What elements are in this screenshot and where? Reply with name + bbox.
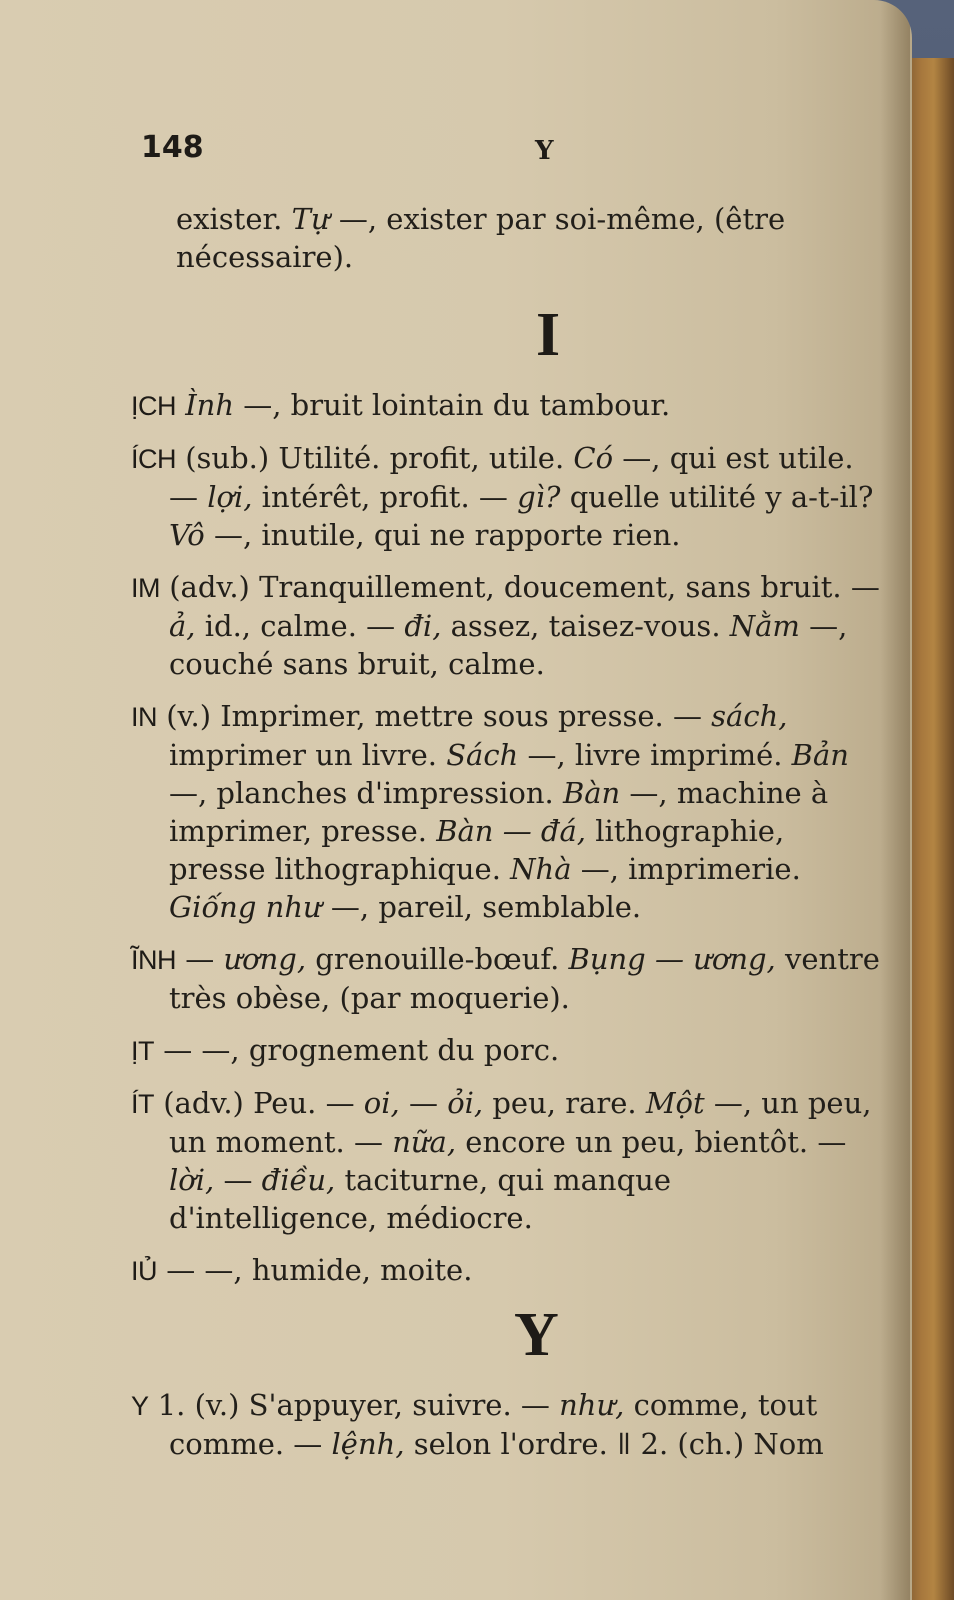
italic-term: Nằm	[729, 609, 800, 643]
headword: IỦ	[131, 1256, 157, 1286]
text-run: (adv.) Peu. —	[154, 1086, 364, 1120]
gutter-shadow	[880, 0, 910, 1600]
dictionary-entry	[131, 1386, 883, 1463]
text-run: — —, grognement du porc.	[154, 1033, 560, 1067]
text-run: —	[176, 942, 224, 976]
dictionary-entry	[131, 1031, 883, 1070]
text-run: (v.) Imprimer, mettre sous presse. —	[157, 699, 712, 733]
italic-term: Nhà	[510, 852, 572, 886]
headword: Y	[131, 1391, 149, 1421]
text-run: —, livre imprimé.	[518, 738, 792, 772]
text-run: id., calme. —	[195, 609, 405, 643]
page-header	[0, 130, 900, 170]
text-run: comme, tout comme. —	[169, 1388, 818, 1461]
italic-term: Vô	[169, 518, 205, 552]
italic-term: nữa,	[392, 1125, 457, 1159]
italic-term: Bản	[791, 738, 849, 772]
dictionary-entry	[131, 1084, 883, 1237]
italic-term: ả,	[169, 609, 196, 643]
headword: ÍCH	[131, 444, 176, 474]
text-run: —, planches d'impression.	[169, 776, 563, 810]
italic-term: Bàn — đá,	[436, 814, 586, 848]
italic-term: lời,	[169, 1163, 215, 1197]
text-run: selon l'ordre. ǁ 2. (ch.) Nom	[404, 1427, 824, 1461]
italic-term: điều,	[261, 1163, 336, 1197]
text-run: exister.	[176, 202, 292, 236]
dictionary-entry	[131, 439, 883, 554]
text-run: lithographie, presse lithographique.	[169, 814, 785, 886]
section-heading-i: I	[536, 301, 561, 369]
headword: IM	[131, 573, 160, 603]
page-number: 148	[141, 130, 204, 165]
headword: ÍT	[131, 1089, 154, 1119]
text-run: grenouille-bœuf.	[306, 942, 569, 976]
text-run: peu, rare.	[483, 1086, 646, 1120]
italic-term: lệnh,	[331, 1427, 405, 1461]
text-run: quelle utilité y a-t-il?	[560, 480, 874, 514]
italic-term: Giống như	[169, 890, 322, 924]
text-run: —, exister par soi-même, (être nécessaire).	[176, 202, 786, 274]
italic-term: oi,	[363, 1086, 400, 1120]
text-run: —	[214, 1163, 262, 1197]
text-run: (adv.) Tranquillement, doucement, sans bruit. —	[160, 570, 880, 604]
headword: ỊCH	[131, 391, 176, 421]
text-run: —, qui est utile. —	[169, 441, 854, 514]
text-run: assez, taisez-vous.	[441, 609, 730, 643]
italic-term: đi,	[404, 609, 442, 643]
dictionary-entry	[131, 1251, 883, 1290]
dictionary-entry	[131, 697, 883, 926]
continuation-paragraph	[176, 200, 881, 276]
text-run: ventre très obèse, (par moquerie).	[169, 942, 880, 1015]
entry-list-y	[131, 1386, 883, 1477]
dictionary-entry	[131, 568, 883, 683]
italic-term: Ình	[185, 388, 235, 422]
italic-term: ỏi,	[447, 1086, 484, 1120]
headword: ỊT	[131, 1036, 154, 1066]
text-run: (sub.) Utilité. profit, utile.	[176, 441, 574, 475]
headword: ĨNH	[131, 945, 176, 975]
text-run: —, pareil, semblable.	[321, 890, 642, 924]
text-run: 1. (v.) S'appuyer, suivre. —	[148, 1388, 560, 1422]
italic-term: Bụng — ương,	[568, 942, 776, 976]
italic-term: sách,	[711, 699, 788, 733]
dictionary-entry	[131, 386, 883, 425]
text-run: — —, humide, moite.	[157, 1253, 473, 1287]
text-run: —, inutile, qui ne rapporte rien.	[204, 518, 681, 552]
text-run: intérêt, profit. —	[252, 480, 518, 514]
italic-term: Tự	[291, 202, 330, 236]
text-run: —	[399, 1086, 448, 1120]
italic-term: Một	[645, 1086, 705, 1120]
text-run: —, machine à imprimer, presse.	[169, 776, 829, 848]
text-run: —, couché sans bruit, calme.	[169, 609, 848, 681]
running-head: Y	[535, 136, 554, 166]
italic-term: ương,	[223, 942, 307, 976]
text-run: imprimer un livre.	[169, 738, 447, 772]
italic-term: lợi,	[207, 480, 253, 514]
italic-term: gì?	[517, 480, 561, 514]
entry-list	[131, 386, 883, 1304]
italic-term: Sách	[446, 738, 519, 772]
italic-term: như,	[559, 1388, 625, 1422]
headword: IN	[131, 702, 157, 732]
text-run: encore un peu, bientôt. —	[456, 1125, 847, 1159]
text-run: —, un peu, un moment. —	[169, 1086, 872, 1159]
text-run: —, bruit lointain du tambour.	[234, 388, 671, 422]
italic-term: Có	[573, 441, 614, 475]
text-run: —, imprimerie.	[571, 852, 801, 886]
italic-term: Bàn	[562, 776, 621, 810]
dictionary-entry	[131, 940, 883, 1017]
text-run: taciturne, qui manque d'intelligence, médiocre.	[169, 1163, 672, 1235]
section-heading-y: Y	[514, 1301, 559, 1369]
